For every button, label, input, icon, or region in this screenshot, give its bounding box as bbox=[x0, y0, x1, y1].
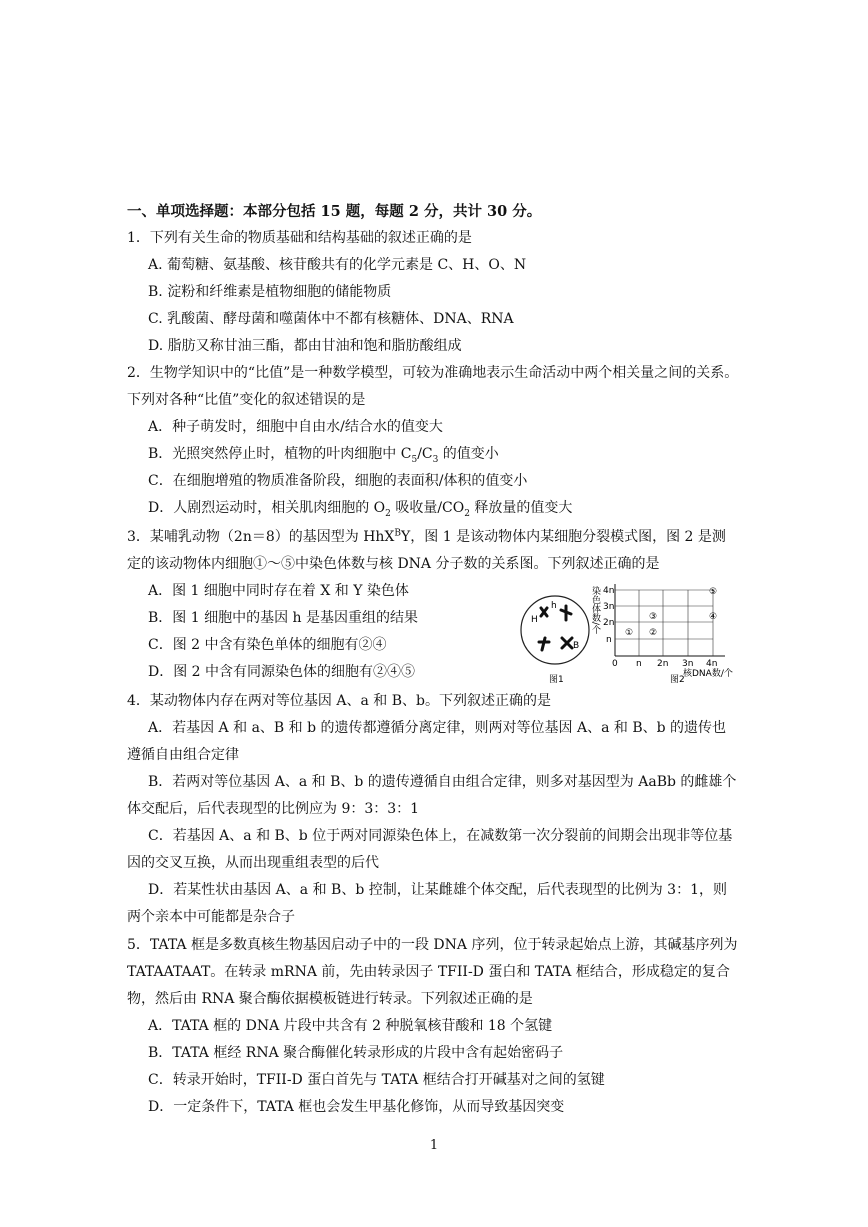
question-1 bbox=[127, 225, 739, 360]
gene-label-h: h bbox=[551, 601, 557, 611]
question-2-option-c: C．在细胞增殖的物质准备阶段，细胞的表面积/体积的值变小 bbox=[148, 473, 528, 489]
point-5: ⑤ bbox=[709, 587, 718, 597]
question-2-option-d: D．人剧烈运动时，相关肌肉细胞的 $O_2$ 吸收量$/CO_2$ 释放量的值变大 bbox=[148, 500, 573, 519]
chromosome-2 bbox=[561, 606, 571, 620]
question-5-option-d: D．一定条件下，TATA 框也会发生甲基化修饰，从而导致基因突变 bbox=[148, 1099, 565, 1115]
question-4-option-b: B．若两对等位基因 A、a 和 B、b 的遗传遵循自由组合定律，则多对基因型为 AaBb 的雌雄个体交配后，后代表现型的比例应为 9：3：3：1 bbox=[127, 774, 737, 817]
chromosome-4 bbox=[562, 638, 572, 648]
question-1-option-d: D. 脂肪又称甘油三酯，都由甘油和饱和脂肪酸组成 bbox=[148, 338, 462, 354]
question-3-option-c: C．图 2 中含有染色单体的细胞有②④ bbox=[148, 637, 387, 653]
x-tick-2n: 2n bbox=[657, 659, 669, 669]
question-4-option-d: D．若某性状由基因 A、a 和 B、b 控制，让某雌雄个体交配，后代表现型的比例为 3：1，则两个亲本中可能都是杂合子 bbox=[127, 882, 727, 925]
question-3-stem: 3．某哺乳动物（2n＝8）的基因型为 HhX$^B$Y，图 1 是该动物体内某细胞分裂模式图，图 2 是测定的该动物体内细胞①～⑤中染色体数与核 DNA 分子数的关系图。下列叙述正确的是 bbox=[127, 528, 726, 572]
figure-2-chart bbox=[590, 584, 733, 685]
point-4: ④ bbox=[709, 612, 718, 622]
point-1: ① bbox=[625, 628, 634, 638]
question-5-option-b: B．TATA 框经 RNA 聚合酶催化转录形成的片段中含有起始密码子 bbox=[148, 1045, 564, 1061]
point-3: ③ bbox=[649, 612, 658, 622]
y-tick-n: n bbox=[606, 635, 612, 645]
question-3-option-d: D．图 2 中含有同源染色体的细胞有②④⑤ bbox=[148, 664, 416, 680]
question-2-option-b: B．光照突然停止时，植物的叶肉细胞中 $C_5/C_3$ 的值变小 bbox=[148, 446, 499, 465]
question-1-option-c: C. 乳酸菌、酵母菌和噬菌体中不都有核糖体、DNA、RNA bbox=[148, 311, 514, 327]
grid bbox=[615, 590, 713, 656]
question-1-stem: 1．下列有关生命的物质基础和结构基础的叙述正确的是 bbox=[127, 230, 472, 246]
figure-1-cell bbox=[521, 596, 589, 685]
x-tick-3n: 3n bbox=[682, 659, 694, 669]
question-5-stem: 5．TATA 框是多数真核生物基因启动子中的一段 DNA 序列，位于转录起始点上游，其碱基序列为 TATAATAAT。在转录 mRNA 前，先由转录因子 TFII-D 蛋白和 TATA 框结合，形成稳定的复合物，然后由 RNA 聚合酶依据模板链进行转录。下列叙述正确的是 bbox=[127, 937, 738, 1007]
question-2 bbox=[127, 360, 739, 522]
chromosome-1 bbox=[541, 608, 547, 616]
question-5-option-c: C．转录开始时，TFII-D 蛋白首先与 TATA 框结合打开碱基对之间的氢键 bbox=[148, 1072, 605, 1088]
y-tick-2n: 2n bbox=[603, 618, 615, 628]
question-4-stem: 4．某动物体内存在两对等位基因 A、a 和 B、b。下列叙述正确的是 bbox=[127, 693, 551, 709]
question-2-option-a: A．种子萌发时，细胞中自由水/结合水的值变大 bbox=[148, 419, 443, 435]
question-5-option-a: A．TATA 框的 DNA 片段中共含有 2 种脱氧核苷酸和 18 个氢键 bbox=[148, 1018, 553, 1034]
x-tick-n: n bbox=[636, 659, 642, 669]
section-title: 一、单项选择题：本部分包括 15 题，每题 2 分，共计 30 分。 bbox=[127, 203, 542, 220]
question-4-option-a: A．若基因 A 和 a、B 和 b 的遗传都遵循分离定律，则两对等位基因 A、a 和 B、b 的遗传也遵循自由组合定律 bbox=[127, 720, 727, 763]
question-4 bbox=[127, 688, 739, 931]
figure-1-label: 图1 bbox=[549, 675, 564, 685]
chromosome-3 bbox=[539, 638, 549, 650]
gene-label-H: H bbox=[531, 615, 538, 625]
question-1-option-b: B. 淀粉和纤维素是植物细胞的储能物质 bbox=[148, 284, 392, 300]
question-3-option-b: B．图 1 细胞中的基因 h 是基因重组的结果 bbox=[148, 610, 419, 626]
point-2: ② bbox=[649, 628, 658, 638]
x-tick-4n: 4n bbox=[706, 659, 718, 669]
y-axis-label: 染色体数/个 bbox=[590, 586, 600, 635]
x-axis-label: 核DNA数/个 bbox=[683, 669, 733, 679]
question-1-option-a: A. 葡萄糖、氨基酸、核苷酸共有的化学元素是 C、H、O、N bbox=[148, 257, 527, 273]
figure-2-label: 图2 bbox=[670, 675, 685, 685]
question-2-stem: 2．生物学知识中的“比值”是一种数学模型，可较为准确地表示生命活动中两个相关量之间的关系。下列对各种“比值”变化的叙述错误的是 bbox=[127, 365, 739, 408]
question-3-figures bbox=[515, 582, 745, 692]
figures-svg bbox=[515, 582, 745, 692]
y-tick-4n: 4n bbox=[603, 586, 615, 596]
question-3-option-a: A．图 1 细胞中同时存在着 X 和 Y 染色体 bbox=[148, 583, 409, 599]
question-4-option-c: C．若基因 A、a 和 B、b 位于两对同源染色体上，在减数第一次分裂前的间期会出现非等位基因的交叉互换，从而出现重组表型的后代 bbox=[127, 828, 733, 871]
gene-label-B: B bbox=[573, 641, 580, 651]
x-tick-0: 0 bbox=[612, 659, 618, 669]
question-5 bbox=[127, 932, 739, 1121]
page-number: 1 bbox=[429, 1138, 439, 1153]
y-tick-3n: 3n bbox=[603, 602, 615, 612]
